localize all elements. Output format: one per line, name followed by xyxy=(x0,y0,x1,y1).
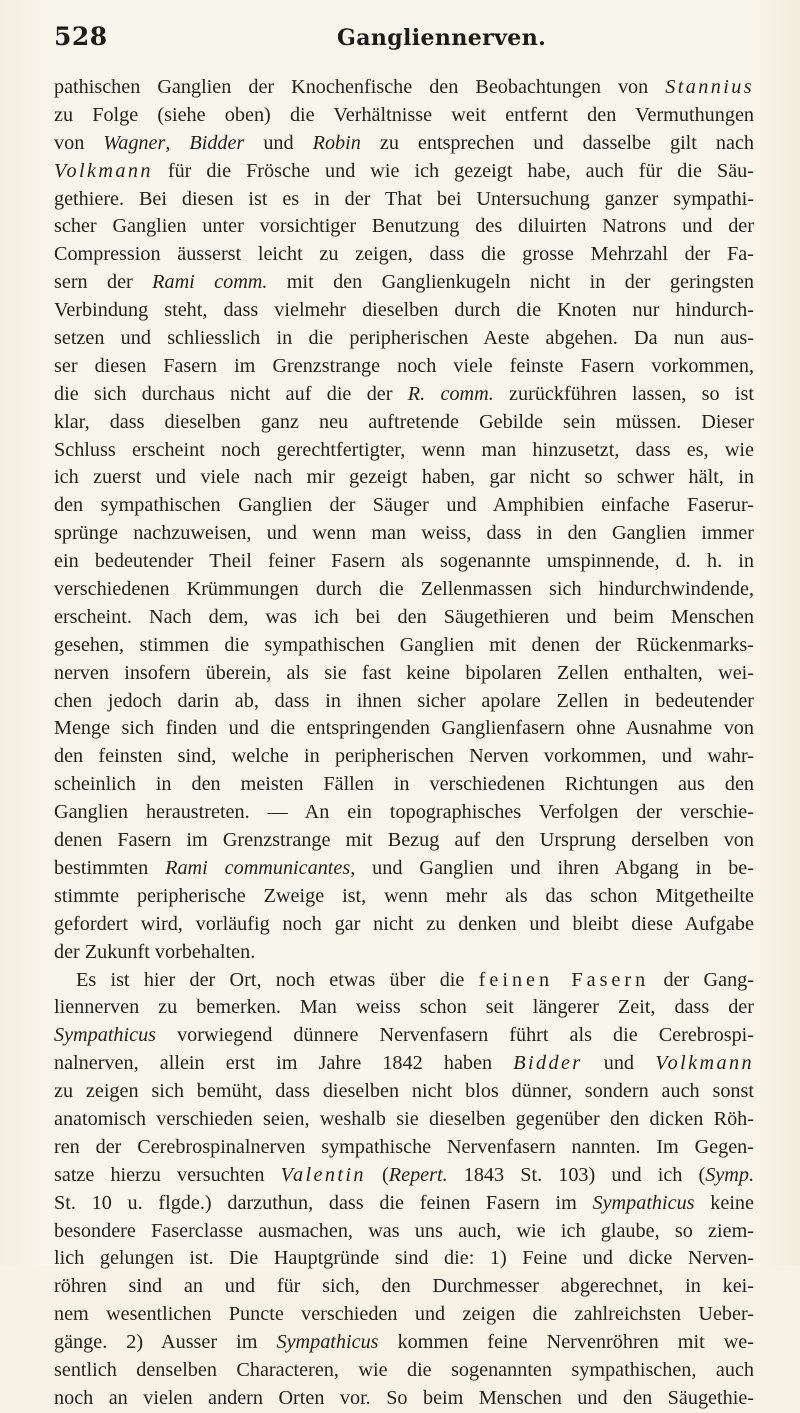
text-line: anatomisch verschieden seien, weshalb sie dieselben gegenüber den dicken Röh- xyxy=(54,1107,754,1130)
text-line: ren der Cerebrospinalnerven sympathische Nervenfasern nannten. Im Gegen- xyxy=(54,1135,754,1158)
text-line: gänge. 2) Ausser im Sympathicus kommen feine Nervenröhren mit we- xyxy=(54,1331,754,1354)
text-line: Volkmann für die Frösche und wie ich gezeigt habe, auch für die Säu- xyxy=(54,159,754,182)
text-line: stimmte peripherische Zweige ist, wenn mehr als das schon Mitgetheilte xyxy=(54,884,754,907)
page-header xyxy=(54,18,754,54)
text-line: den feinsten sind, welche in peripherischen Nerven vorkommen, und wahr- xyxy=(54,745,754,768)
text-line: den sympathischen Ganglien der Säuger und Amphibien einfache Faserur- xyxy=(54,494,754,517)
text-line: gethiere. Bei diesen ist es in der That bei Untersuchung ganzer sympathi- xyxy=(54,187,754,210)
text-line: nem wesentlichen Puncte verschieden und zeigen die zahlreichsten Ueber- xyxy=(54,1303,754,1326)
page-number: 528 xyxy=(54,22,108,51)
text-line: scher Ganglien unter vorsichtiger Benutzung des diluirten Natrons und der xyxy=(54,215,754,238)
text-line: erscheint. Nach dem, was ich bei den Säugethieren und beim Menschen xyxy=(54,605,754,628)
text-line: nerven insofern überein, als sie fast keine bipolaren Zellen enthalten, wei- xyxy=(54,661,754,684)
text-line: pathischen Ganglien der Knochenfische den Beobachtungen von Stannius xyxy=(54,76,754,98)
text-line: Compression äusserst leicht zu zeigen, dass die grosse Mehrzahl der Fa- xyxy=(54,243,754,266)
text-line: noch an vielen andern Orten vor. So beim Menschen und den Säugethie- xyxy=(54,1386,754,1409)
text-line: besondere Faserclasse ausmachen, was uns auch, wie ich glaube, so ziem- xyxy=(54,1219,754,1242)
text-line: zu zeigen sich bemüht, dass dieselben nicht blos dünner, sondern auch sonst xyxy=(54,1080,754,1103)
text-line: Verbindung steht, dass vielmehr dieselben durch die Knoten nur hindurch- xyxy=(54,299,754,322)
text-line: sern der Rami comm. mit den Ganglienkugeln nicht in der geringsten xyxy=(54,271,754,294)
text-line: röhren sind an und für sich, den Durchmesser abgerechnet, in kei- xyxy=(54,1275,754,1298)
text-line: gefordert wird, vorläufig noch gar nicht zu denken und bleibt diese Aufgabe xyxy=(54,912,754,935)
text-line: der Zukunft vorbehalten. xyxy=(54,940,256,963)
text-line: zu Folge (siehe oben) die Verhältnisse weit entfernt den Vermuthungen xyxy=(54,103,754,126)
text-line: ich zuerst und viele nach mir gezeigt haben, gar nicht so schwer hält, in xyxy=(54,466,754,489)
text-line: Ganglien heraustreten. — An ein topographisches Verfolgen der verschie- xyxy=(54,801,754,824)
text-line: lich gelungen ist. Die Hauptgründe sind die: 1) Feine und dicke Nerven- xyxy=(54,1247,754,1270)
text-line: Schluss erscheint noch gerechtfertigter, wenn man hinzusetzt, dass es, wie xyxy=(54,438,754,461)
text-line: bestimmten Rami communicantes, und Ganglien und ihren Abgang in be- xyxy=(54,856,754,879)
text-line: die sich durchaus nicht auf die der R. comm. zurückführen lassen, so ist xyxy=(54,382,754,405)
text-line: Menge sich finden und die entspringenden Ganglienfasern ohne Ausnahme von xyxy=(54,717,754,740)
text-line: ser diesen Fasern im Grenzstrange noch viele feinste Fasern vorkommen, xyxy=(54,354,754,377)
text-line: Es ist hier der Ort, noch etwas über die feinen Fasern der Gang- xyxy=(76,968,754,991)
text-line: liennerven zu bemerken. Man weiss schon seit längerer Zeit, dass der xyxy=(54,996,754,1019)
text-line: scheinlich in den meisten Fällen in verschiedenen Richtungen aus den xyxy=(54,773,754,796)
body-text xyxy=(54,74,754,1413)
text-line: klar, dass dieselben ganz neu auftretende Gebilde sein müssen. Dieser xyxy=(54,410,754,433)
text-line: sentlich denselben Characteren, wie die sogenannten sympathischen, auch xyxy=(54,1358,754,1381)
text-line: verschiedenen Krümmungen durch die Zellenmassen sich hindurchwindende, xyxy=(54,578,754,601)
text-line: chen jedoch darin ab, dass in ihnen sicher apolare Zellen in bedeutender xyxy=(54,689,754,712)
text-line: St. 10 u. flgde.) darzuthun, dass die feinen Fasern im Sympathicus keine xyxy=(54,1191,754,1214)
running-head: Gangliennerven. xyxy=(337,25,547,51)
text-line: gesehen, stimmen die sympathischen Ganglien mit denen der Rückenmarks- xyxy=(54,633,754,656)
text-line: ein bedeutender Theil feiner Fasern als sogenannte umspinnende, d. h. in xyxy=(54,550,754,573)
text-line: sprünge nachzuweisen, und wenn man weiss, dass in den Ganglien immer xyxy=(54,522,754,545)
text-line: denen Fasern im Grenzstrange mit Bezug auf den Ursprung derselben von xyxy=(54,829,754,852)
text-line: nalnerven, allein erst im Jahre 1842 haben Bidder und Volkmann xyxy=(54,1052,754,1075)
text-line: von Wagner, Bidder und Robin zu entsprechen und dasselbe gilt nach xyxy=(54,131,754,154)
text-line: setzen und schliesslich in die peripherischen Aeste abgehen. Da nun aus- xyxy=(54,327,754,350)
text-line: Sympathicus vorwiegend dünnere Nervenfasern führt als die Cerebrospi- xyxy=(54,1024,754,1047)
text-line: satze hierzu versuchten Valentin (Repert. 1843 St. 103) und ich (Symp. xyxy=(54,1163,754,1186)
